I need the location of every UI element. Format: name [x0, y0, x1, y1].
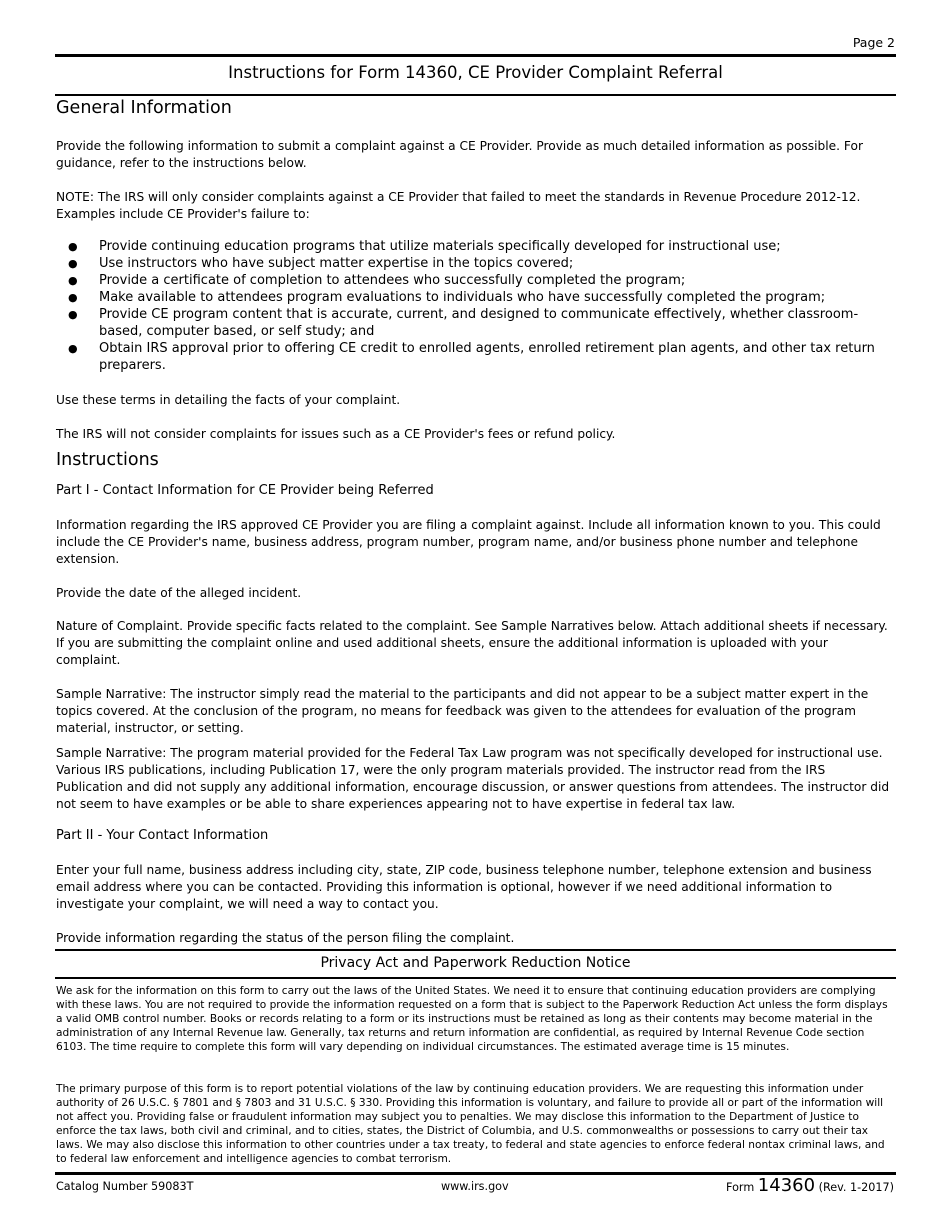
form-revision: (Rev. 1-2017) [818, 1181, 894, 1194]
sample-narrative-one: Sample Narrative: The instructor simply read the material to the participants and did not appear to be a subject matter expert in the topics covered. At the conclusion of the program, no means for feedback was given to the attendees for evaluation of the program material, instructor, or setting. [56, 687, 869, 735]
general-information-heading: General Information [56, 98, 232, 118]
note-paragraph: NOTE: The IRS will only consider complaints against a CE Provider that failed to meet the standards in Revenue Procedure 2012-12. Examples include CE Provider's failure to: [56, 190, 861, 221]
part-one-heading: Part I - Contact Information for CE Provider being Referred [56, 483, 434, 498]
part-one-provider-paragraph: Information regarding the IRS approved CE Provider you are filing a complaint against. Include all information known to you. This could include the CE Provider's name, business address, program number, program name, and/or business phone number and telephone extension. [56, 518, 881, 566]
list-item: ● Provide a certificate of completion to attendees who successfully completed the program; [68, 273, 686, 288]
part-one-nature-paragraph: Nature of Complaint. Provide specific facts related to the complaint. See Sample Narratives below. Attach additional sheets if necessary. If you are submitting the complaint online and used additional sheets, ensure the additional information is uploaded with your complaint. [56, 619, 888, 667]
privacy-heading-rule [55, 977, 896, 979]
website-link[interactable]: www.irs.gov [441, 1180, 509, 1193]
bullet-icon: ● [68, 257, 78, 270]
use-terms-paragraph: Use these terms in detailing the facts of your complaint. [56, 393, 401, 407]
list-item: ● Provide CE program content that is accurate, current, and designed to communicate effectively, whether classroom-based, computer based, or self study; and [68, 307, 859, 339]
privacy-paragraph-two: The primary purpose of this form is to report potential violations of the law by continuing education providers. We are requesting this information under authority of 26 U.S.C. § 7801 and § 7803 and 31 U.S.C. § 330. Providing this information is voluntary, and failure to provide all or part of the information will not affect you. Providing false or fraudulent information may subject you to penalties. We may disclose this information to the Department of Justice to enforce the tax laws, both civil and criminal, and to cities, states, the District of Columbia, and U.S. commonwealths or possessions to carry out their tax laws. We may also disclose this information to other countries under a tax treaty, to federal and state agencies to enforce federal nontax criminal laws, and to federal law enforcement and intelligence agencies to combat terrorism. [56, 1083, 885, 1165]
page-number: Page 2 [852, 35, 895, 50]
list-item: ● Provide continuing education programs that utilize materials specifically developed for instructional use; [68, 239, 781, 254]
privacy-paragraph-one: We ask for the information on this form to carry out the laws of the United States. We need it to ensure that continuing education providers are complying with these laws. You are not required to provide the information requested on a form that is subject to the Paperwork Reduction Act unless the form displays a valid OMB control number. Books or records relating to a form or its instructions must be retained as long as their contents may become material in the administration of any Internal Revenue law. Generally, tax returns and return information are confidential, as required by Internal Revenue Code section 6103. The time require to complete this form will vary depending on individual circumstances. The estimated average time is 15 minutes. [56, 985, 888, 1053]
part-two-contact-paragraph: Enter your full name, business address including city, state, ZIP code, business telephone number, telephone extension and business email address where you can be contacted. Providing this information is optional, however if we need additional information to investigate your complaint, we will need a way to contact you. [56, 863, 872, 911]
instructions-heading: Instructions [56, 450, 159, 470]
page-title: Instructions for Form 14360, CE Provider Complaint Referral [228, 63, 723, 82]
bullet-icon: ● [68, 308, 78, 321]
part-one-date-paragraph: Provide the date of the alleged incident. [56, 586, 302, 600]
general-intro-paragraph: Provide the following information to submit a complaint against a CE Provider. Provide as much detailed information as possible. For guidance, refer to the instructions below. [56, 139, 863, 170]
list-item: ● Use instructors who have subject matter expertise in the topics covered; [68, 256, 574, 271]
part-two-status-paragraph: Provide information regarding the status of the person filing the complaint. [56, 931, 515, 945]
title-rule [55, 94, 896, 96]
part-two-heading: Part II - Your Contact Information [56, 828, 269, 843]
privacy-top-rule [55, 949, 896, 951]
form-number-block [726, 1175, 894, 1196]
bullet-icon: ● [68, 274, 78, 287]
bullet-icon: ● [68, 342, 78, 355]
list-item: ● Obtain IRS approval prior to offering CE credit to enrolled agents, enrolled retirement plan agents, and other tax return preparers. [68, 341, 875, 373]
sample-narrative-two: Sample Narrative: The program material provided for the Federal Tax Law program was not specifically developed for instructional use. Various IRS publications, including Publication 17, were the only program materials provided. The instructor read from the IRS Publication and did not supply any additional information, encourage discussion, or answer questions from attendees. The instructor did not seem to have examples or be able to share experiences appearing not to have expertise in federal tax law. [56, 746, 890, 811]
list-item: ● Make available to attendees program evaluations to individuals who have successfully completed the program; [68, 290, 826, 305]
form-number: 14360 [757, 1175, 816, 1196]
privacy-heading: Privacy Act and Paperwork Reduction Notice [320, 955, 631, 971]
top-rule [55, 54, 896, 57]
bullet-icon: ● [68, 240, 78, 253]
bullet-icon: ● [68, 291, 78, 304]
catalog-number: Catalog Number 59083T [56, 1180, 194, 1193]
form-word: Form [726, 1181, 755, 1194]
failure-examples-list [56, 238, 896, 374]
not-consider-paragraph: The IRS will not consider complaints for issues such as a CE Provider's fees or refund policy. [56, 427, 616, 441]
